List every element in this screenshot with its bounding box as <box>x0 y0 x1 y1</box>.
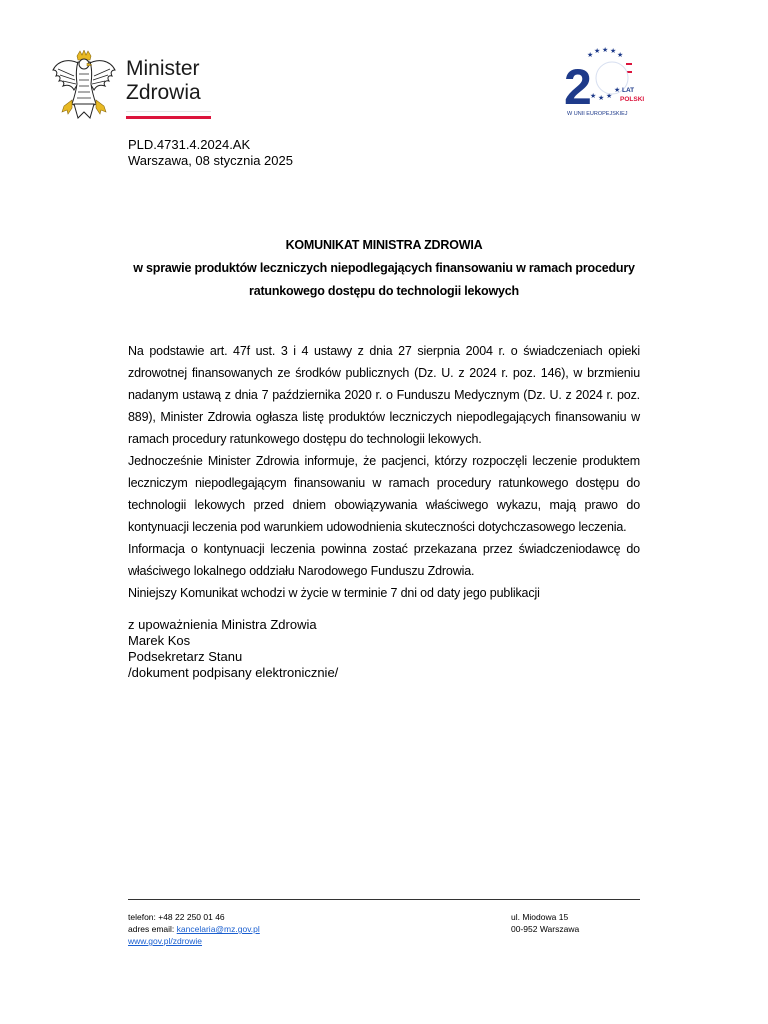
svg-text:★: ★ <box>610 47 617 55</box>
footer-contact <box>128 911 260 947</box>
flag-bar <box>126 111 211 119</box>
document-meta <box>128 137 293 169</box>
body-paragraph-3: Informacja o kontynuacji leczenia powinna zostać przekazana przez świadczeniodawcę do właściwego lokalnego oddziału Narodowego Funduszu Zdrowia. <box>128 542 640 578</box>
polish-eagle-icon <box>50 50 118 122</box>
eu-logo-polski: POLSKI <box>620 96 644 103</box>
signature-title: Podsekretarz Stanu <box>128 649 243 664</box>
ministry-name <box>126 57 201 105</box>
svg-text:★: ★ <box>614 86 621 94</box>
footer-street: ul. Miodowa 15 <box>511 912 569 922</box>
footer-city: 00-952 Warszawa <box>511 924 580 934</box>
svg-text:★: ★ <box>590 92 597 100</box>
heading-subtitle-line1: w sprawie produktów leczniczych niepodlegających finansowaniu w ramach procedury <box>133 261 635 275</box>
footer-phone: telefon: +48 22 250 01 46 <box>128 912 225 922</box>
heading-subtitle-line2: ratunkowego dostępu do technologii lekowych <box>249 284 519 298</box>
body-paragraph-2: Jednocześnie Minister Zdrowia informuje, że pacjenci, którzy rozpoczęli leczenie produktem leczniczym niepodlegającym finansowaniu w ramach procedury ratunkowego dostępu do technologii lekowych przed dniem obowiązywania właściwego wykazu, mają prawo do kontynuacji leczenia pod warunkiem udowodnienia skuteczności dotychczasowego leczenia. <box>128 454 640 534</box>
footer-website-link[interactable]: www.gov.pl/zdrowie <box>128 936 203 946</box>
signature-block <box>128 617 338 681</box>
svg-text:★: ★ <box>594 47 601 55</box>
eu-logo-subtitle: W UNII EUROPEJSKIEJ <box>567 111 628 117</box>
signature-name: Marek Kos <box>128 633 191 648</box>
ministry-name-line1: Minister <box>126 57 200 80</box>
document-body <box>128 340 640 604</box>
svg-text:★: ★ <box>587 51 594 59</box>
body-paragraph-1: Na podstawie art. 47f ust. 3 i 4 ustawy z dnia 27 sierpnia 2004 r. o świadczeniach opieki zdrowotnej finansowanych ze środków publicznych (Dz. U. z 2024 r. poz. 146), w brzmieniu nadanym ustawą z dnia 7 października 2020 r. o Funduszu Medycznym (Dz. U. z 2024 r. poz. 889), Minister Zdrowia ogłasza listę produktów leczniczych niepodlegających finansowaniu w ramach procedury ratunkowego dostępu do technologii lekowych. <box>128 344 640 446</box>
heading-title: KOMUNIKAT MINISTRA ZDROWIA <box>285 238 483 252</box>
footer-address <box>511 911 579 935</box>
document-heading <box>128 234 640 303</box>
signature-note: /dokument podpisany elektronicznie/ <box>128 665 339 680</box>
body-paragraph-4: Niniejszy Komunikat wchodzi w życie w terminie 7 dni od daty jego publikacji <box>128 586 540 600</box>
signature-authorization: z upoważnienia Ministra Zdrowia <box>128 617 317 632</box>
footer-email-label: adres email: <box>128 924 177 934</box>
footer-email-row <box>128 923 260 935</box>
eu-20-years-logo-icon <box>560 44 644 120</box>
svg-text:★: ★ <box>602 46 609 54</box>
svg-text:★: ★ <box>617 51 624 59</box>
footer-divider <box>128 899 640 900</box>
svg-text:★: ★ <box>598 94 605 102</box>
svg-text:2: 2 <box>564 59 592 115</box>
eu-logo-lat: LAT <box>622 87 635 94</box>
reference-number: PLD.4731.4.2024.AK <box>128 137 251 152</box>
ministry-name-line2: Zdrowia <box>126 81 201 104</box>
place-date: Warszawa, 08 stycznia 2025 <box>128 153 293 168</box>
footer-email-link[interactable]: kancelaria@mz.gov.pl <box>176 924 260 934</box>
svg-text:★: ★ <box>606 92 613 100</box>
